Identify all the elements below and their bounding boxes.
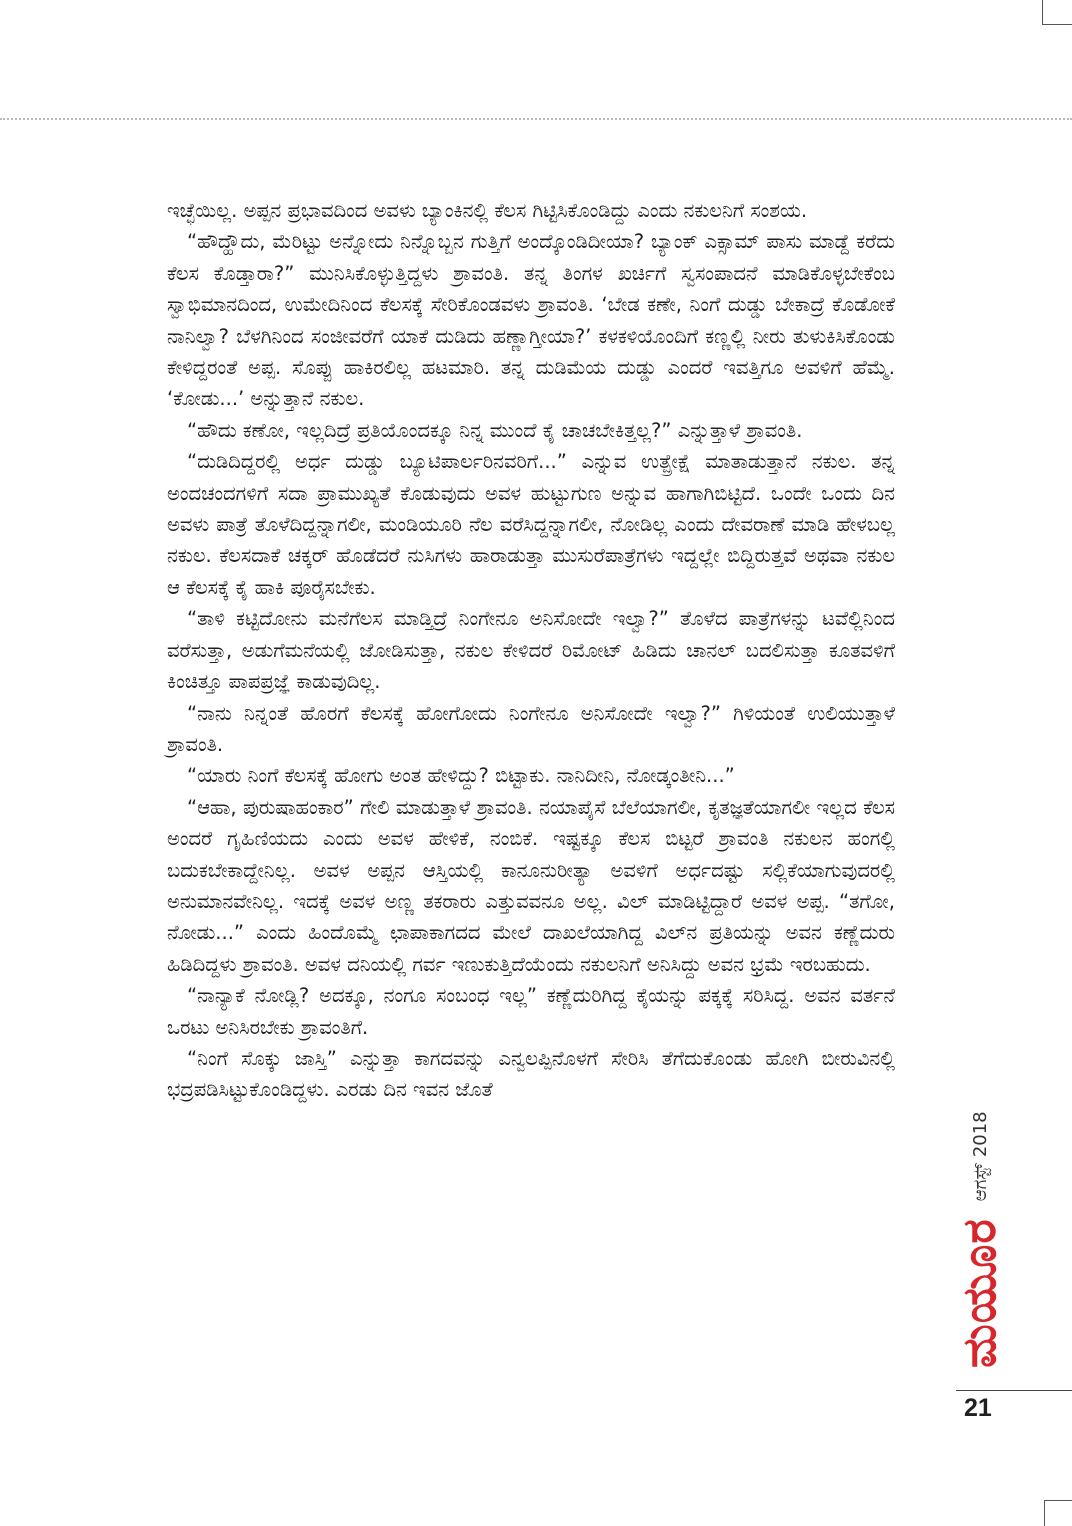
paragraph: “ಯಾರು ನಿಂಗೆ ಕೆಲಸಕ್ಕೆ ಹೋಗು ಅಂತ ಹೇಳಿದ್ದು? ಬಿಟ್ಟಾಕು. ನಾನಿದೀನಿ, ನೋಡ್ಕಂತೀನಿ...” [187,764,735,788]
paragraph: “ನಾನ್ಯಾಕೆ ನೋಡ್ಲಿ? ಅದಕ್ಕೂ, ನಂಗೂ ಸಂಬಂಧ ಇಲ್ಲ” ಕಣ್ಣೆದುರಿಗಿದ್ದ ಕೈಯನ್ನು ಪಕ್ಕಕ್ಕೆ ಸರಿಸಿದ್ದ. ಅವನ ವರ್ತನೆ ಒರಟು ಅನಿಸಿರಬೇಕು ಶ್ರಾವಂತಿಗೆ. [167,984,895,1039]
dotted-divider [0,118,1072,120]
crop-mark-bottom [1044,1500,1072,1526]
article-body [167,195,895,1106]
paragraph: “ನಾನು ನಿನ್ನಂತೆ ಹೊರಗೆ ಕೆಲಸಕ್ಕೆ ಹೋಗೋದು ನಿಂಗೇನೂ ಅನಿಸೋದೇ ಇಲ್ವಾ?” ಗಿಳಿಯಂತೆ ಉಲಿಯುತ್ತಾಳೆ ಶ್ರಾವಂತಿ. [167,701,895,756]
issue-date: ಆಗಸ್ಟ್ 2018 [969,1111,991,1202]
paragraph: ಇಚ್ಛೆಯಿಲ್ಲ. ಅಪ್ಪನ ಪ್ರಭಾವದಿಂದ ಅವಳು ಬ್ಯಾಂಕಿನಲ್ಲಿ ಕೆಲಸ ಗಿಟ್ಟಿಸಿಕೊಂಡಿದ್ದು ಎಂದು ನಕುಲನಿಗೆ ಸಂಶಯ. [167,199,808,222]
magazine-masthead [938,1100,1030,1400]
folio-divider [956,1390,1072,1391]
magazine-logo: ಮಯೂರ [952,1218,1006,1368]
crop-mark-top [1042,0,1072,25]
page-number: 21 [964,1394,992,1422]
paragraph: “ತಾಳಿ ಕಟ್ಟಿದೋನು ಮನೆಗೆಲಸ ಮಾಡ್ತಿದ್ರೆ ನಿಂಗೇನೂ ಅನಿಸೋದೇ ಇಲ್ವಾ?” ತೊಳೆದ ಪಾತ್ರೆಗಳನ್ನು ಟವೆಲ್ಲಿನಿಂದ ವರೆಸುತ್ತಾ, ಅಡುಗೆಮನೆಯಲ್ಲಿ ಜೋಡಿಸುತ್ತಾ, ನಕುಲ ಕೇಳಿದರೆ ರಿಮೋಟ್ ಹಿಡಿದು ಚಾನಲ್ ಬದಲಿಸುತ್ತಾ ಕೂತವಳಿಗೆ ಕಿಂಚಿತ್ತೂ ಪಾಪಪ್ರಜ್ಞೆ ಕಾಡುವುದಿಲ್ಲ. [167,607,895,694]
paragraph: “ನಿಂಗೆ ಸೊಕ್ಕು ಜಾಸ್ತಿ” ಎನ್ನುತ್ತಾ ಕಾಗದವನ್ನು ಎನ್ವಲಪ್ಪಿನೊಳಗೆ ಸೇರಿಸಿ ತೆಗೆದುಕೊಂಡು ಹೋಗಿ ಬೀರುವಿನಲ್ಲಿ ಭದ್ರಪಡಿಸಿಟ್ಟುಕೊಂಡಿದ್ದಳು. ಎರಡು ದಿನ ಇವನ ಜೊತೆ [167,1046,895,1102]
paragraph: “ಆಹಾ, ಪುರುಷಾಹಂಕಾರ” ಗೇಲಿ ಮಾಡುತ್ತಾಳೆ ಶ್ರಾವಂತಿ. ನಯಾಪೈಸೆ ಬೆಲೆಯಾಗಲೀ, ಕೃತಜ್ಞತೆಯಾಗಲೀ ಇಲ್ಲದ ಕೆಲಸ ಅಂದರೆ ಗೃಹಿಣಿಯದು ಎಂದು ಅವಳ ಹೇಳಿಕೆ, ನಂಬಿಕೆ. ಇಷ್ಟಕ್ಕೂ ಕೆಲಸ ಬಿಟ್ಟರೆ ಶ್ರಾವಂತಿ ನಕುಲನ ಹಂಗಲ್ಲಿ ಬದುಕಬೇಕಾದ್ದೇನಿಲ್ಲ. ಅವಳ ಅಪ್ಪನ ಆಸ್ತಿಯಲ್ಲಿ ಕಾನೂನುರೀತ್ಯಾ ಅವಳಿಗೆ ಅರ್ಧದಷ್ಟು ಸಲ್ಲಿಕೆಯಾಗುವುದರಲ್ಲಿ ಅನುಮಾನವೇನಿಲ್ಲ. ಇದಕ್ಕೆ ಅವಳ ಅಣ್ಣ ತಕರಾರು ಎತ್ತುವವನೂ ಅಲ್ಲ. ವಿಲ್ ಮಾಡಿಟ್ಟಿದ್ದಾರೆ ಅವಳ ಅಪ್ಪ. “ತಗೋ, ನೋಡು...” ಎಂದು ಹಿಂದೊಮ್ಮೆ ಛಾಪಾಕಾಗದದ ಮೇಲೆ ದಾಖಲೆಯಾಗಿದ್ದ ವಿಲ್‌ನ ಪ್ರತಿಯನ್ನು ಅವನ ಕಣ್ಣೆದುರು ಹಿಡಿದಿದ್ದಳು ಶ್ರಾವಂತಿ. ಅವಳ ದನಿಯಲ್ಲಿ ಗರ್ವ ಇಣುಕುತ್ತಿದೆಯೆಂದು ನಕುಲನಿಗೆ ಅನಿಸಿದ್ದು ಅವನ ಭ್ರಮೆ ಇರಬಹುದು. [167,795,895,976]
paragraph: “ದುಡಿದಿದ್ದರಲ್ಲಿ ಅರ್ಧ ದುಡ್ಡು ಬ್ಯೂಟಿಪಾರ್ಲರಿನವರಿಗೆ...” ಎನ್ನುವ ಉತ್ಪ್ರೇಕ್ಷೆ ಮಾತಾಡುತ್ತಾನೆ ನಕುಲ. ತನ್ನ ಅಂದಚಂದಗಳಿಗೆ ಸದಾ ಪ್ರಾಮುಖ್ಯತೆ ಕೊಡುವುದು ಅವಳ ಹುಟ್ಟುಗುಣ ಅನ್ನುವ ಹಾಗಾಗಿಬಿಟ್ಟಿದೆ. ಒಂದೇ ಒಂದು ದಿನ ಅವಳು ಪಾತ್ರೆ ತೊಳೆದಿದ್ದನ್ನಾಗಲೀ, ಮಂಡಿಯೂರಿ ನೆಲ ವರೆಸಿದ್ದನ್ನಾಗಲೀ, ನೋಡಿಲ್ಲ ಎಂದು ದೇವರಾಣೆ ಮಾಡಿ ಹೇಳಬಲ್ಲ ನಕುಲ. ಕೆಲಸದಾಕೆ ಚಕ್ಕರ್ ಹೊಡೆದರೆ ನುಸಿಗಳು ಹಾರಾಡುತ್ತಾ ಮುಸುರೆಪಾತ್ರೆಗಳು ಇದ್ದಲ್ಲೇ ಬಿದ್ದಿರುತ್ತವೆ ಅಥವಾ ನಕುಲ ಆ ಕೆಲಸಕ್ಕೆ ಕೈ ಹಾಕಿ ಪೂರೈಸಬೇಕು. [167,450,895,599]
paragraph: “ಹೌದ್ಹೌದು, ಮೆರಿಟ್ಟು ಅನ್ನೋದು ನಿನ್ನೊಬ್ಬನ ಗುತ್ತಿಗೆ ಅಂದ್ಕೊಂಡಿದೀಯಾ? ಬ್ಯಾಂಕ್ ಎಕ್ಸಾಮ್ ಪಾಸು ಮಾಡ್ದೆ ಕರೆದು ಕೆಲಸ ಕೊಡ್ತಾರಾ?” ಮುನಿಸಿಕೊಳ್ಳುತ್ತಿದ್ದಳು ಶ್ರಾವಂತಿ. ತನ್ನ ತಿಂಗಳ ಖರ್ಚಿಗೆ ಸ್ವಸಂಪಾದನೆ ಮಾಡಿಕೊಳ್ಳಬೇಕೆಂಬ ಸ್ವಾಭಿಮಾನದಿಂದ, ಉಮೇದಿನಿಂದ ಕೆಲಸಕ್ಕೆ ಸೇರಿಕೊಂಡವಳು ಶ್ರಾವಂತಿ. ‘ಬೇಡ ಕಣೇ, ನಿಂಗೆ ದುಡ್ಡು ಬೇಕಾದ್ರೆ ಕೊಡೋಕೆ ನಾನಿಲ್ವಾ? ಬೆಳಗಿನಿಂದ ಸಂಜೀವರೆಗೆ ಯಾಕೆ ದುಡಿದು ಹಣ್ಣಾಗ್ತೀಯಾ?’ ಕಳಕಳಿಯೊಂದಿಗೆ ಕಣ್ಣಲ್ಲಿ ನೀರು ತುಳುಕಿಸಿಕೊಂಡು ಕೇಳಿದ್ದರಂತೆ ಅಪ್ಪ. ಸೊಪ್ಪು ಹಾಕಿರಲಿಲ್ಲ ಹಟಮಾರಿ. ತನ್ನ ದುಡಿಮೆಯ ದುಡ್ಡು ಎಂದರೆ ಇವತ್ತಿಗೂ ಅವಳಿಗೆ ಹೆಮ್ಮೆ. ‘ಕೋಡು...’ ಅನ್ನುತ್ತಾನೆ ನಕುಲ. [167,230,895,411]
paragraph: “ಹೌದು ಕಣೋ, ಇಲ್ಲದಿದ್ರೆ ಪ್ರತಿಯೊಂದಕ್ಕೂ ನಿನ್ನ ಮುಂದೆ ಕೈ ಚಾಚಬೇಕಿತ್ತಲ್ಲ?” ಎನ್ನುತ್ತಾಳೆ ಶ್ರಾವಂತಿ. [187,418,803,442]
